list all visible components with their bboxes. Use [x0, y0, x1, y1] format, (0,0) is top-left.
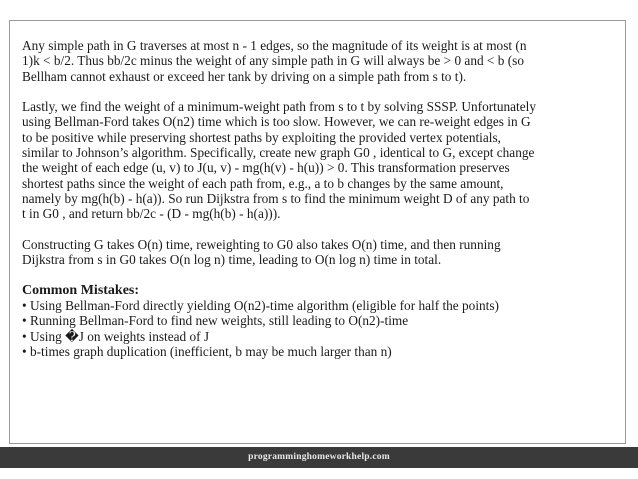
text-line: Bellham cannot exhaust or exceed her tank by driving on a simple path from s to t).	[22, 68, 467, 84]
text-line: Constructing G takes O(n) time, reweighting to G0 also takes O(n) time, and then running	[22, 236, 501, 252]
text-line: namely by mg(h(b) - h(a)). So run Dijkstra from s to find the minimum weight D of any path to	[22, 190, 530, 206]
common-mistakes-section	[22, 283, 622, 359]
mistake-item: • Using �J on weights instead of J	[22, 328, 210, 344]
text-line: 1)k < b/2. Thus bb/2c minus the weight of any simple path in G will always be > 0 and < b (so	[22, 53, 524, 69]
paragraph-reweighting	[22, 99, 622, 221]
footer-bar	[0, 447, 638, 468]
slide-content	[22, 38, 622, 359]
footer-site-name: programminghomeworkhelp.com	[248, 452, 390, 462]
text-line: Dijkstra from s in G0 takes O(n log n) time, leading to O(n log n) time in total.	[22, 252, 442, 268]
text-line: using Bellman-Ford takes O(n2) time which is too slow. However, we can re-weight edges in G	[22, 114, 531, 130]
text-line: t in G0 , and return bb/2c - (D - mg(h(b) - h(a))).	[22, 206, 281, 222]
text-line: Lastly, we find the weight of a minimum-weight path from s to t by solving SSSP. Unfortunately	[22, 99, 536, 115]
paragraph-running-time	[22, 237, 622, 268]
text-line: to be positive while preserving shortest paths by exploiting the provided vertex potentials,	[22, 129, 501, 145]
common-mistakes-heading: Common Mistakes:	[22, 282, 140, 298]
mistake-item: • Running Bellman-Ford to find new weights, still leading to O(n2)-time	[22, 313, 409, 329]
text-line: similar to Johnson’s algorithm. Specifically, create new graph G0 , identical to G, except change	[22, 145, 535, 161]
text-line: shortest paths since the weight of each path from, e.g., a to b changes by the same amount,	[22, 175, 504, 191]
text-line: the weight of each edge (u, v) to J(u, v) - mg(h(v) - h(u)) > 0. This transformation preserves	[22, 160, 510, 176]
text-line: Any simple path in G traverses at most n - 1 edges, so the magnitude of its weight is at most (n	[22, 38, 527, 53]
mistake-item: • Using Bellman-Ford directly yielding O(n2)-time algorithm (eligible for half the points)	[22, 298, 499, 314]
mistake-item: • b-times graph duplication (inefficient, b may be much larger than n)	[22, 343, 392, 359]
paragraph-path-weight-bound	[22, 38, 622, 84]
